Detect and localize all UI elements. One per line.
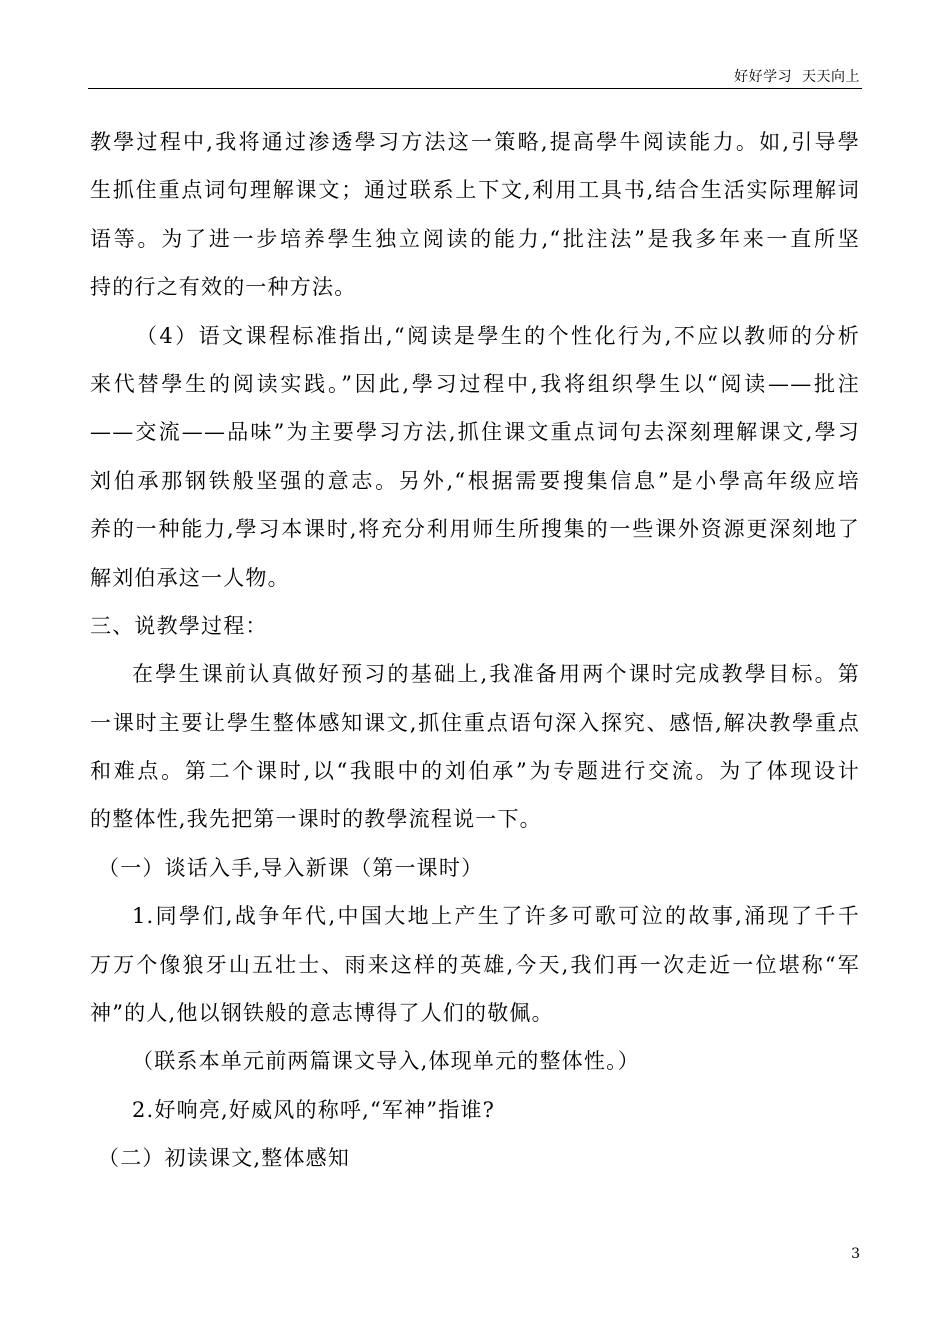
paragraph-line: 在學生课前认真做好预习的基础上,我准备用两个课时完成教學目标。第: [132, 662, 860, 687]
paragraph-line: 养的一种能力,學习本课时,将充分利用师生所搜集的一些课外资源更深刻地了: [90, 517, 860, 542]
paragraph-line: ——交流——品味”为主要學习方法,抓住课文重点词句去深刻理解课文,學习: [90, 420, 860, 445]
paragraph-line: 生抓住重点词句理解课文；通过联系上下文,利用工具书,结合生活实际理解词: [90, 178, 860, 203]
paragraph-line: 语等。为了进一步培养學生独立阅读的能力,“批注法”是我多年来一直所坚: [90, 226, 860, 251]
paragraph-line: 持的行之有效的一种方法。: [90, 275, 357, 300]
paragraph-line: 万万个像狼牙山五壮士、雨来这样的英雄,今天,我们再一次走近一位堪称“军: [90, 952, 860, 977]
paragraph-line: 一课时主要让學生整体感知课文,抓住重点语句深入探究、感悟,解决教學重点: [90, 710, 860, 735]
paragraph-line: 教學过程中,我将通过渗透學习方法这一策略,提高學牛阅读能力。如,引导學: [90, 130, 860, 154]
subsection-heading: （一）谈话入手,导入新课（第一课时）: [98, 855, 484, 880]
paragraph-line: 刘伯承那钢铁般坚强的意志。另外,“根据需要搜集信息”是小學高年级应培: [90, 468, 860, 493]
page-number: 3: [851, 1246, 860, 1262]
page-header: 好好学习 天天向上: [734, 69, 860, 85]
note-line: （联系本单元前两篇课文导入,体现单元的整体性。）: [132, 1049, 640, 1074]
paragraph-line: 的整体性,我先把第一课时的教學流程说一下。: [90, 807, 542, 832]
paragraph-line: 来代替學生的阅读实践。”因此,學习过程中,我将组织學生以“阅读——批注: [90, 371, 860, 396]
header-rule: [88, 88, 862, 89]
paragraph-line: 神”的人,他以钢铁般的意志博得了人们的敬佩。: [90, 1001, 554, 1026]
paragraph-line: （4）语文课程标准指出,“阅读是學生的个性化行为,不应以教师的分析: [136, 323, 860, 348]
subsection-heading: （二）初读课文,整体感知: [98, 1146, 351, 1171]
document-body: [90, 118, 860, 1183]
paragraph-line: 2.好响亮,好威风的称呼,“军神”指谁?: [132, 1097, 496, 1122]
paragraph-line: 1.同學们,战争年代,中国大地上产生了许多可歌可泣的故事,涌现了千千: [132, 904, 860, 929]
paragraph-line: 解刘伯承这一人物。: [90, 565, 290, 590]
paragraph-line: 和难点。第二个课时,以“我眼中的刘伯承”为专题进行交流。为了体现设计: [90, 759, 860, 784]
section-heading: 三、说教學过程：: [90, 613, 268, 638]
